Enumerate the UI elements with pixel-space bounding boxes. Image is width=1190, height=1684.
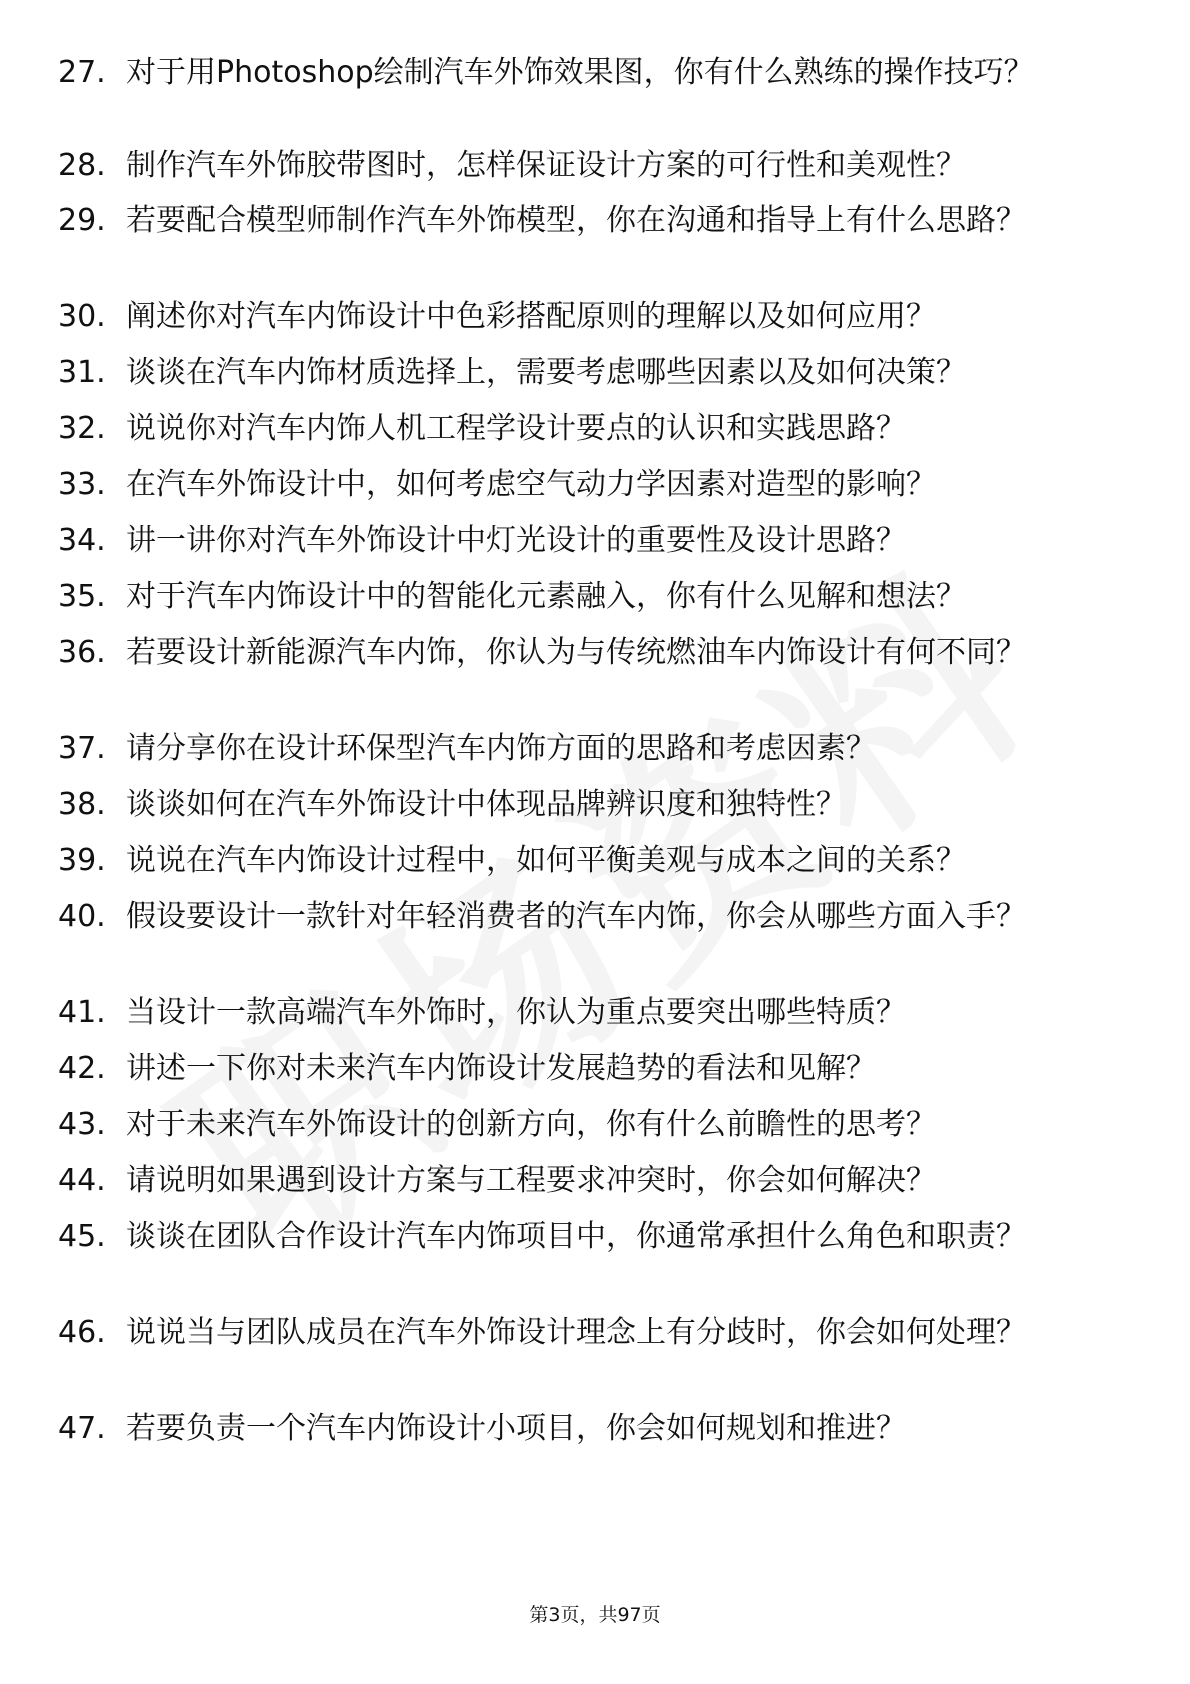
question-item (58, 1048, 1118, 1089)
question-number: 43. (58, 1107, 106, 1142)
question-text: 制作汽车外饰胶带图时，怎样保证设计方案的可行性和美观性？ (126, 148, 966, 183)
question-text: 说说你对汽车内饰人机工程学设计要点的认识和实践思路？ (126, 411, 906, 446)
question-number: 42. (58, 1051, 106, 1086)
question-item (58, 784, 1118, 825)
question-item (58, 1216, 1118, 1257)
question-number: 44. (58, 1163, 106, 1198)
question-item (58, 728, 1118, 769)
question-item (58, 1160, 1118, 1201)
question-number: 29. (58, 203, 106, 238)
question-item (58, 520, 1118, 561)
question-number: 30. (58, 299, 106, 334)
question-number: 47. (58, 1411, 106, 1446)
question-text: 讲述一下你对未来汽车内饰设计发展趋势的看法和见解？ (126, 1051, 876, 1086)
question-item (58, 1312, 1118, 1353)
question-text: 谈谈如何在汽车外饰设计中体现品牌辨识度和独特性？ (126, 787, 846, 822)
question-text: 若要设计新能源汽车内饰，你认为与传统燃油车内饰设计有何不同？ (126, 635, 1026, 670)
question-item (58, 52, 1118, 93)
question-text: 对于未来汽车外饰设计的创新方向，你有什么前瞻性的思考？ (126, 1107, 936, 1142)
question-item (58, 296, 1118, 337)
question-number: 45. (58, 1219, 106, 1254)
question-number: 46. (58, 1315, 106, 1350)
question-item (58, 200, 1118, 241)
question-text: 对于用Photoshop绘制汽车外饰效果图，你有什么熟练的操作技巧？ (126, 55, 1034, 90)
question-item (58, 352, 1118, 393)
question-number: 39. (58, 843, 106, 878)
question-number: 27. (58, 55, 106, 90)
question-number: 33. (58, 467, 106, 502)
question-number: 31. (58, 355, 106, 390)
question-text: 当设计一款高端汽车外饰时，你认为重点要突出哪些特质？ (126, 995, 906, 1030)
question-number: 28. (58, 148, 106, 183)
question-number: 40. (58, 899, 106, 934)
question-text: 若要配合模型师制作汽车外饰模型，你在沟通和指导上有什么思路？ (126, 203, 1026, 238)
question-text: 请分享你在设计环保型汽车内饰方面的思路和考虑因素？ (126, 731, 876, 766)
page-footer (0, 1600, 1190, 1627)
question-item (58, 408, 1118, 449)
page-number-label: 第3页，共97页 (529, 1604, 661, 1626)
question-text: 在汽车外饰设计中，如何考虑空气动力学因素对造型的影响？ (126, 467, 936, 502)
question-number: 35. (58, 579, 106, 614)
question-item (58, 576, 1118, 617)
question-number: 37. (58, 731, 106, 766)
question-item (58, 896, 1118, 937)
question-text: 谈谈在汽车内饰材质选择上，需要考虑哪些因素以及如何决策？ (126, 355, 966, 390)
question-number: 41. (58, 995, 106, 1030)
question-item (58, 145, 1118, 186)
question-item (58, 992, 1118, 1033)
question-text: 若要负责一个汽车内饰设计小项目，你会如何规划和推进？ (126, 1411, 906, 1446)
question-item (58, 840, 1118, 881)
question-item (58, 464, 1118, 505)
question-text: 阐述你对汽车内饰设计中色彩搭配原则的理解以及如何应用？ (126, 299, 936, 334)
question-number: 32. (58, 411, 106, 446)
question-text: 请说明如果遇到设计方案与工程要求冲突时，你会如何解决？ (126, 1163, 936, 1198)
question-item (58, 1104, 1118, 1145)
question-text: 说说在汽车内饰设计过程中，如何平衡美观与成本之间的关系？ (126, 843, 966, 878)
question-item (58, 1408, 1118, 1449)
question-number: 36. (58, 635, 106, 670)
question-text: 谈谈在团队合作设计汽车内饰项目中，你通常承担什么角色和职责？ (126, 1219, 1026, 1254)
question-number: 38. (58, 787, 106, 822)
question-number: 34. (58, 523, 106, 558)
question-text: 讲一讲你对汽车外饰设计中灯光设计的重要性及设计思路？ (126, 523, 906, 558)
question-text: 假设要设计一款针对年轻消费者的汽车内饰，你会从哪些方面入手？ (126, 899, 1026, 934)
question-text: 对于汽车内饰设计中的智能化元素融入，你有什么见解和想法？ (126, 579, 966, 614)
question-item (58, 632, 1118, 673)
question-text: 说说当与团队成员在汽车外饰设计理念上有分歧时，你会如何处理？ (126, 1315, 1026, 1350)
